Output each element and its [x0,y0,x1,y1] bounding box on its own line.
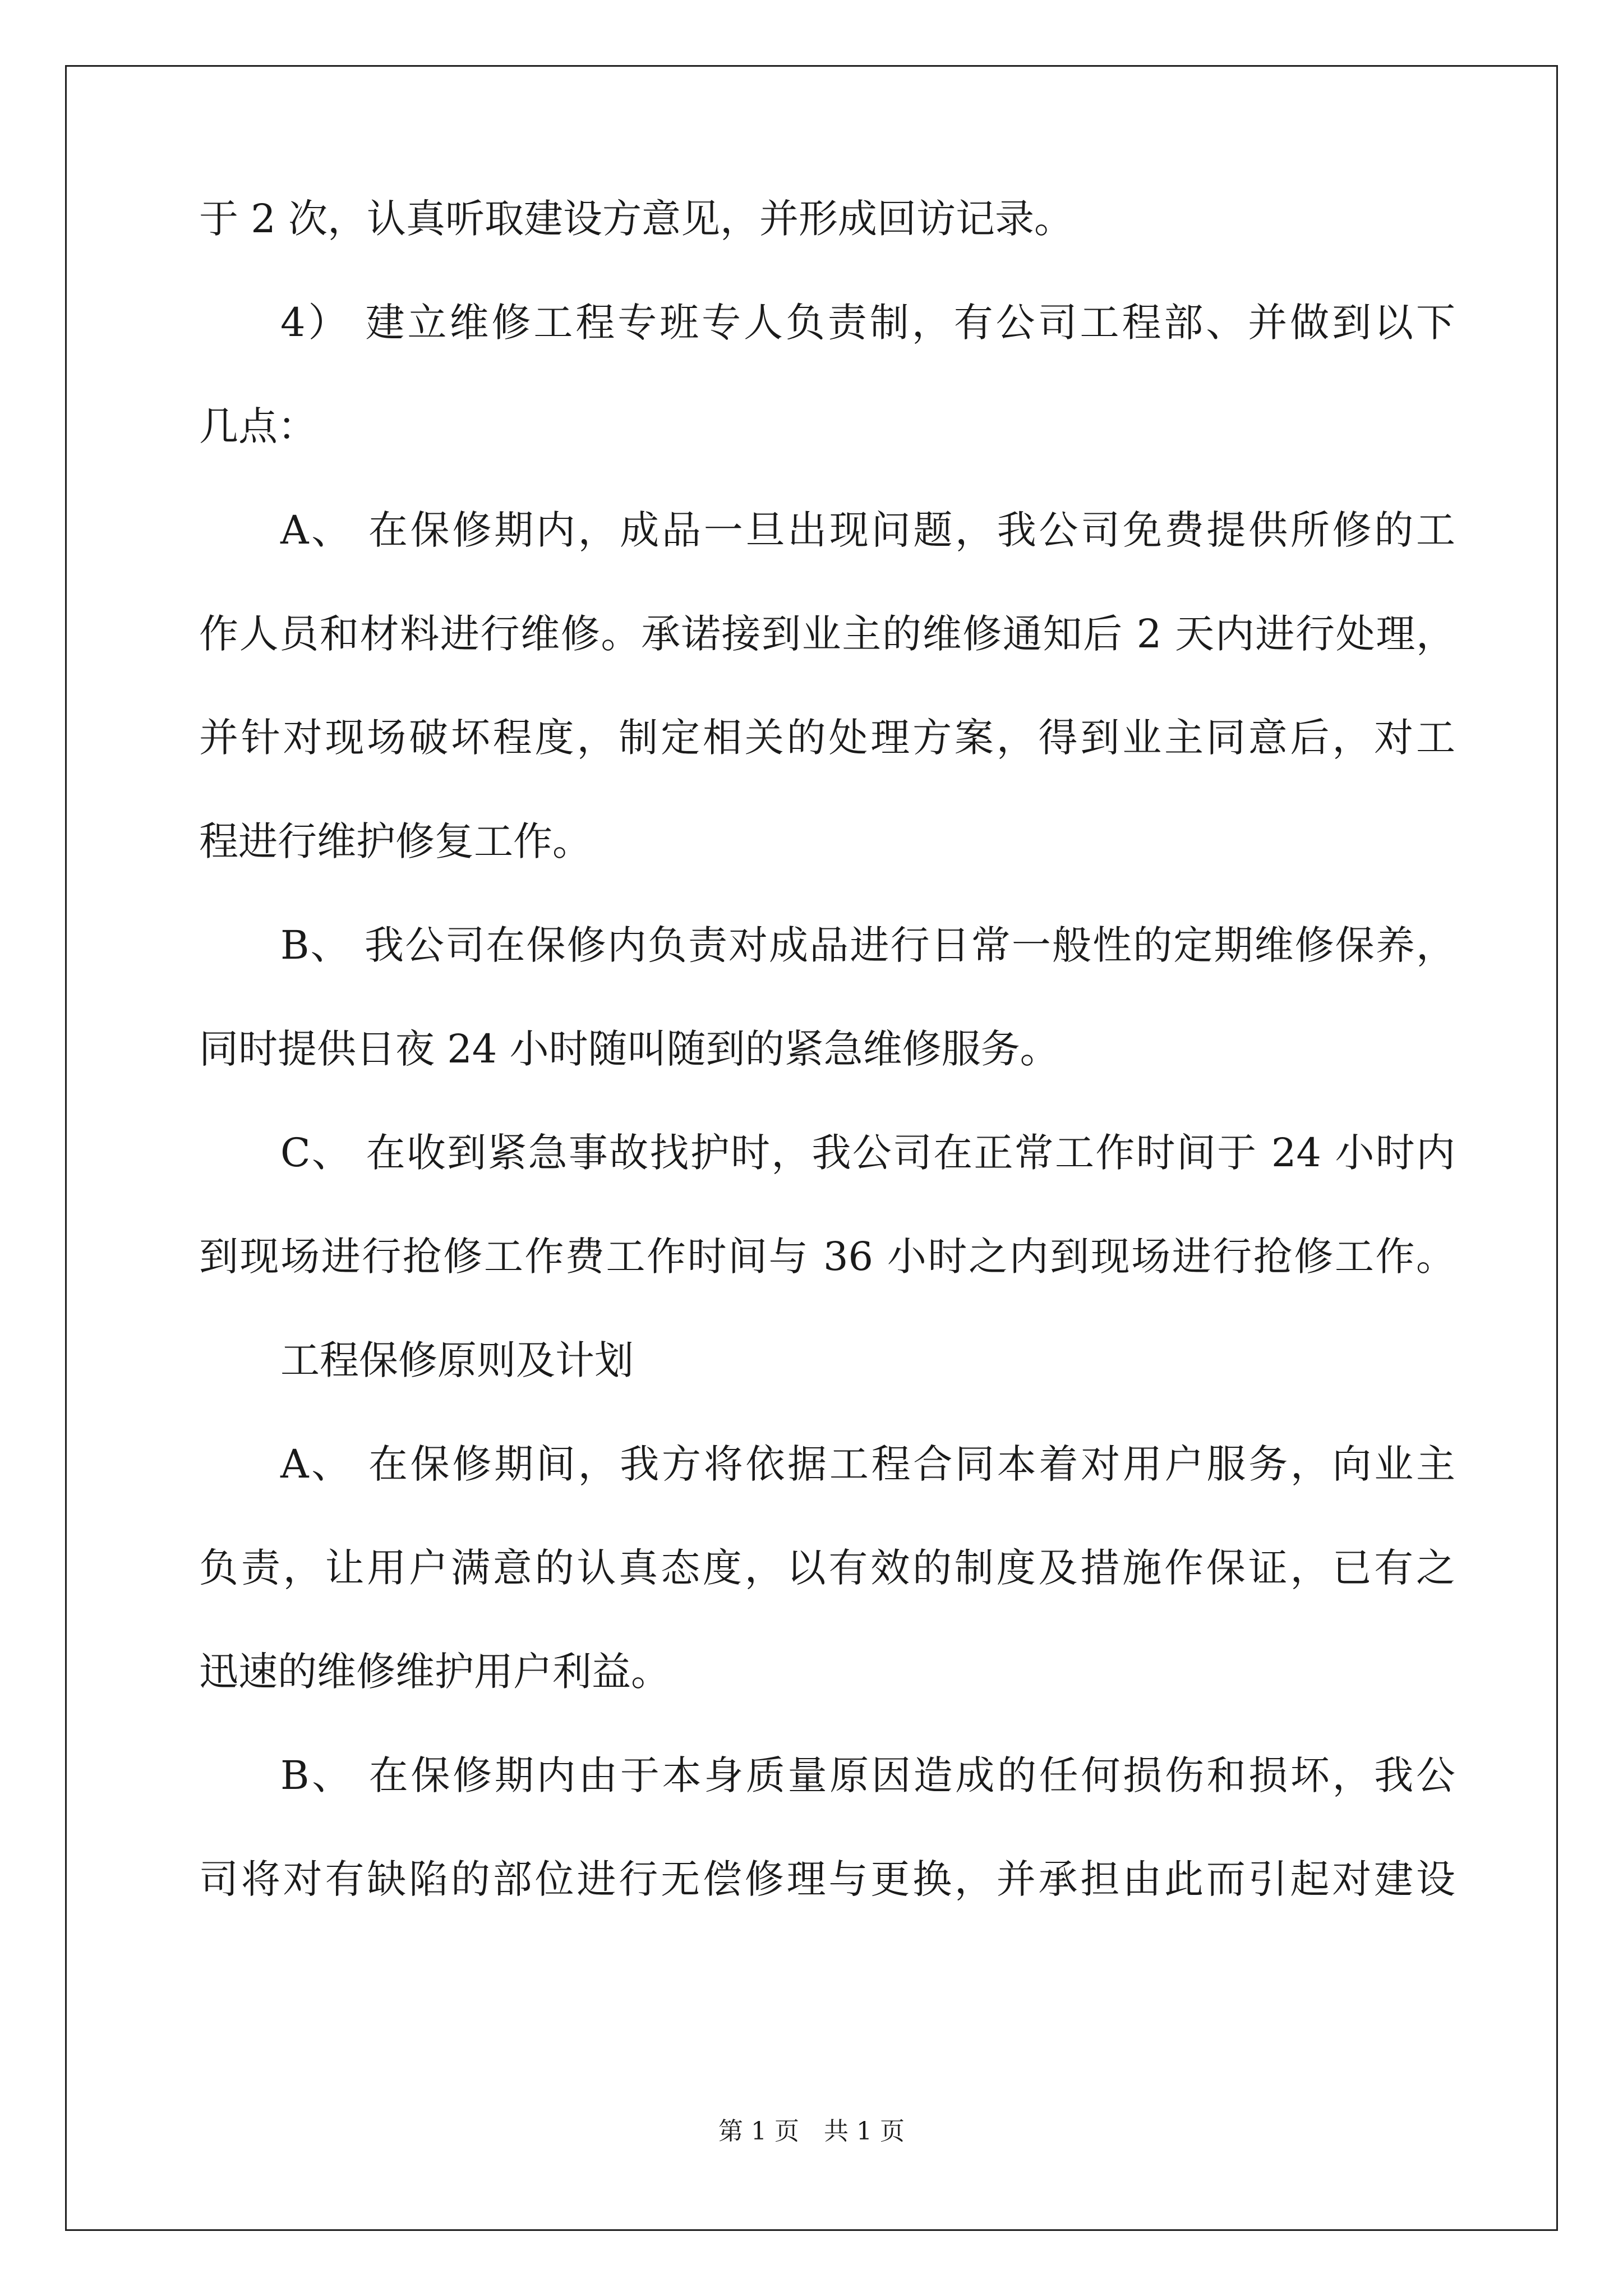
text-line: 于 2 次，认真听取建设方意见，并形成回访记录。 [199,196,1074,242]
text-line: 作人员和材料进行维修。承诺接到业主的维修通知后 2 天内进行处理， [199,611,1455,657]
text-line: 并针对现场破坏程度，制定相关的处理方案，得到业主同意后，对工 [199,715,1455,761]
text-line: 到现场进行抢修工作费工作时间与 36 小时之内到现场进行抢修工作。 [199,1234,1455,1280]
text-line: A、 在保修期间，我方将依据工程合同本着对用户服务，向业主 [280,1441,1455,1487]
text-line: 4） 建立维修工程专班专人负责制，有公司工程部、并做到以下 [280,300,1455,346]
text-line: C、 在收到紧急事故找护时，我公司在正常工作时间于 24 小时内 [280,1130,1455,1176]
text-line: 几点： [199,403,317,449]
text-line: B、 我公司在保修内负责对成品进行日常一般性的定期维修保养， [280,922,1455,968]
page-footer: 第 1 页 共 1 页 [718,2117,905,2146]
text-line: 司将对有缺陷的部位进行无偿修理与更换，并承担由此而引起对建设 [199,1856,1455,1902]
text-line: A、 在保修期内，成品一旦出现问题，我公司免费提供所修的工 [280,507,1455,553]
text-line: 迅速的维修维护用户利益。 [199,1649,670,1695]
text-line: 程进行维护修复工作。 [199,818,592,864]
text-line: B、 在保修期内由于本身质量原因造成的任何损伤和损坏，我公 [280,1752,1455,1798]
section-heading: 工程保修原则及计划 [280,1337,634,1383]
text-line: 负责，让用户满意的认真态度，以有效的制度及措施作保证，已有之 [199,1545,1455,1591]
text-line: 同时提供日夜 24 小时随叫随到的紧急维修服务。 [199,1026,1059,1072]
